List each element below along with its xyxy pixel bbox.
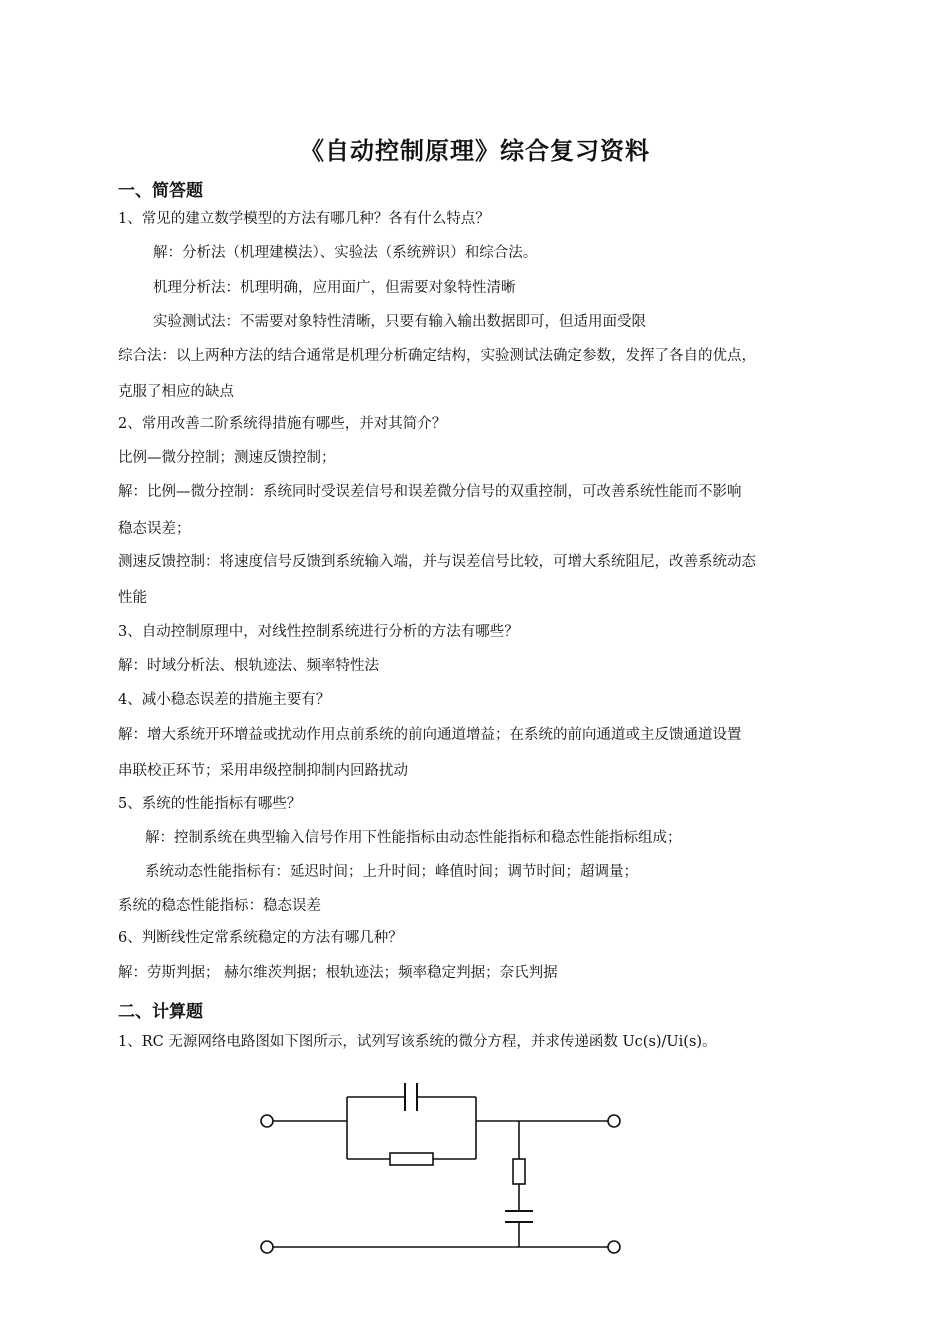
input-terminal-bottom — [261, 1241, 273, 1253]
question-6: 6、判断线性定常系统稳定的方法有哪几种？ — [118, 930, 403, 946]
answer-text: 解：增大系统开环增益或扰动作用点前系统的前向通道增益；在系统的前向通道或主反馈通道设置 — [118, 727, 742, 743]
answer-text: 解：时域分析法、根轨迹法、频率特性法 — [118, 658, 379, 674]
output-terminal-bottom — [608, 1241, 620, 1253]
question-2: 2、常用改善二阶系统得措施有哪些，并对其简介？ — [118, 416, 447, 432]
answer-text: 实验测试法：不需要对象特性清晰，只要有输入输出数据即可，但适用面受限 — [153, 314, 646, 330]
question-1: 1、常见的建立数学模型的方法有哪几种？各有什么特点？ — [118, 211, 490, 227]
answer-text: 机理分析法：机理明确，应用面广，但需要对象特性清晰 — [153, 280, 516, 296]
resistor — [390, 1153, 433, 1165]
answer-text: 综合法：以上两种方法的结合通常是机理分析确定结构，实验测试法确定参数，发挥了各自的优点， — [118, 348, 756, 364]
answer-text: 解：控制系统在典型输入信号作用下性能指标由动态性能指标和稳态性能指标组成； — [145, 830, 682, 846]
answer-text: 系统动态性能指标有：延迟时间；上升时间；峰值时间；调节时间；超调量； — [145, 864, 638, 880]
input-terminal-top — [261, 1115, 273, 1127]
answer-text: 性能 — [118, 590, 147, 606]
answer-text: 串联校正环节；采用串级控制抑制内回路扰动 — [118, 763, 408, 779]
question-3: 3、自动控制原理中，对线性控制系统进行分析的方法有哪些？ — [118, 624, 519, 640]
answer-text: 克服了相应的缺点 — [118, 384, 234, 400]
section-heading-calculation: 二、计算题 — [118, 1002, 203, 1022]
answer-text: 稳态误差； — [118, 521, 191, 537]
answer-text: 解：比例—微分控制：系统同时受误差信号和误差微分信号的双重控制，可改善系统性能而不影响 — [118, 484, 742, 500]
document-title: 《自动控制原理》综合复习资料 — [300, 137, 650, 165]
question-5: 5、系统的性能指标有哪些？ — [118, 796, 302, 812]
output-terminal-top — [608, 1115, 620, 1127]
question-4: 4、减小稳态误差的措施主要有？ — [118, 692, 331, 708]
resistor — [513, 1159, 525, 1184]
calc-question-1: 1、RC 无源网络电路图如下图所示，试列写该系统的微分方程，并求传递函数 Uc(s)/Ui(s)。 — [118, 1034, 717, 1050]
answer-text: 系统的稳态性能指标：稳态误差 — [118, 898, 321, 914]
section-heading-short-answer: 一、简答题 — [118, 181, 203, 201]
answer-text: 解：分析法（机理建模法）、实验法（系统辨识）和综合法。 — [153, 245, 538, 261]
answer-text: 测速反馈控制：将速度信号反馈到系统输入端，并与误差信号比较，可增大系统阻尼，改善系统动态 — [118, 554, 756, 570]
answer-text: 比例—微分控制；测速反馈控制； — [118, 450, 336, 466]
answer-text: 解：劳斯判据； 赫尔维茨判据；根轨迹法；频率稳定判据；奈氏判据 — [118, 965, 558, 981]
